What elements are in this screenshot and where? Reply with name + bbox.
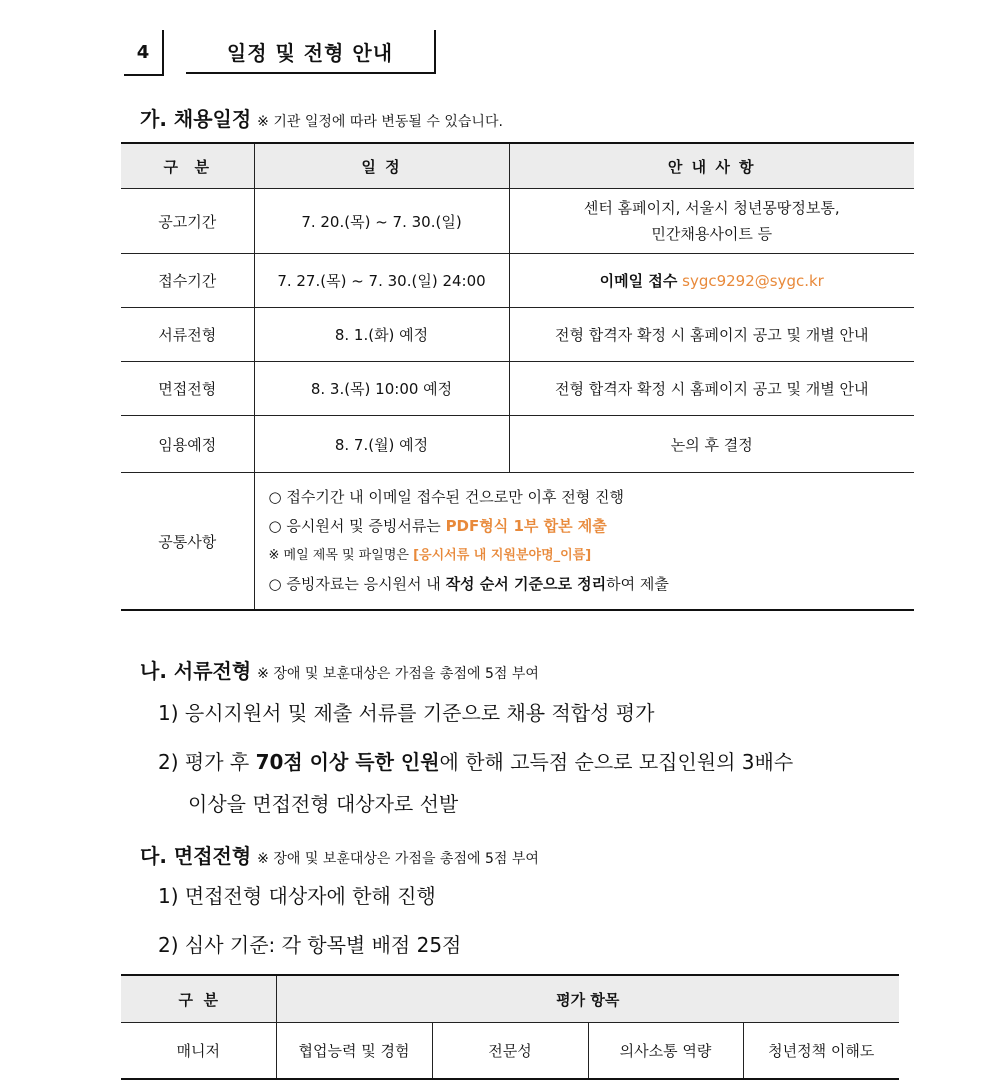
common-line-3-highlight: [응시서류 내 지원분야명_이름] — [413, 548, 592, 563]
document-screening-item-2 — [158, 746, 793, 775]
row-label: 접수기간 — [121, 254, 254, 308]
interview-item-2: 2) 심사 기준: 각 항목별 배점 25점 — [158, 933, 462, 957]
row-info: 전형 합격자 확정 시 홈페이지 공고 및 개별 안내 — [509, 308, 914, 362]
row-label: 면접전형 — [121, 362, 254, 416]
common-line-2-highlight: PDF형식 1부 합본 제출 — [445, 517, 607, 535]
schedule-heading: 가. 채용일정 — [140, 107, 252, 131]
table-row — [121, 362, 914, 416]
row-info: 논의 후 결정 — [509, 416, 914, 473]
common-line-1: ○ 접수기간 내 이메일 접수된 건으로만 이후 전형 진행 — [268, 488, 625, 506]
interview-heading: 다. 면접전형 — [140, 844, 252, 868]
schedule-table — [121, 142, 914, 611]
section-header — [124, 30, 436, 76]
document-screening-heading-line — [140, 655, 539, 684]
table-row — [121, 254, 914, 308]
row-label: 임용예정 — [121, 416, 254, 473]
interview-item-1: 1) 면접전형 대상자에 한해 진행 — [158, 884, 436, 908]
common-line-4-bold: 작성 순서 기준으로 정리 — [445, 575, 607, 593]
row-info — [509, 254, 914, 308]
header-info: 안 내 사 항 — [509, 143, 914, 189]
document-screening-heading: 나. 서류전형 — [140, 659, 252, 683]
table-row — [121, 1023, 899, 1080]
header-category: 구 분 — [121, 143, 254, 189]
common-line-4-tail: 하여 제출 — [606, 575, 669, 593]
eval-item: 협업능력 및 경험 — [276, 1023, 432, 1080]
row-info-line2: 민간채용사이트 등 — [651, 225, 773, 243]
document-screening-note: ※ 장애 및 보훈대상은 가점을 총점에 5점 부여 — [257, 666, 539, 682]
row-date: 7. 20.(목) ~ 7. 30.(일) — [254, 189, 509, 254]
interview-note: ※ 장애 및 보훈대상은 가점을 총점에 5점 부여 — [257, 851, 539, 867]
row-label: 서류전형 — [121, 308, 254, 362]
eval-item: 의사소통 역량 — [588, 1023, 743, 1080]
row-info — [509, 189, 914, 254]
eval-item: 청년정책 이해도 — [743, 1023, 899, 1080]
item-2-tail: 에 한해 고득점 순으로 모집인원의 3배수 — [439, 750, 794, 774]
common-notes — [254, 473, 914, 611]
item-2-text: 2) 평가 후 — [158, 750, 256, 774]
interview-heading-line — [140, 840, 539, 869]
common-line-3-text: ※ 메일 제목 및 파일명은 — [268, 548, 414, 563]
row-info: 전형 합격자 확정 시 홈페이지 공고 및 개별 안내 — [509, 362, 914, 416]
table-row — [121, 189, 914, 254]
row-info-line1: 센터 홈페이지, 서울시 청년몽땅정보통, — [583, 199, 840, 217]
common-line-3 — [269, 541, 915, 570]
eval-header-items: 평가 항목 — [276, 975, 899, 1023]
item-2-bold: 70점 이상 득한 인원 — [255, 750, 440, 774]
email-label: 이메일 접수 — [599, 272, 678, 290]
evaluation-table — [121, 974, 899, 1080]
row-date: 8. 3.(목) 10:00 예정 — [254, 362, 509, 416]
row-label: 공고기간 — [121, 189, 254, 254]
eval-header-category: 구 분 — [121, 975, 276, 1023]
schedule-heading-line — [140, 103, 503, 132]
row-date: 7. 27.(목) ~ 7. 30.(일) 24:00 — [254, 254, 509, 308]
eval-row-label: 매니저 — [121, 1023, 276, 1080]
row-date: 8. 7.(월) 예정 — [254, 416, 509, 473]
common-line-2 — [269, 512, 915, 541]
row-date: 8. 1.(화) 예정 — [254, 308, 509, 362]
table-row — [121, 416, 914, 473]
evaluation-header-row — [121, 975, 899, 1023]
common-line-4-text: ○ 증빙자료는 응시원서 내 — [268, 575, 446, 593]
schedule-header-row — [121, 143, 914, 189]
header-date: 일 정 — [254, 143, 509, 189]
email-link[interactable]: sygc9292@sygc.kr — [682, 272, 824, 290]
row-label: 공통사항 — [121, 473, 254, 611]
document-screening-item-1: 1) 응시지원서 및 제출 서류를 기준으로 채용 적합성 평가 — [158, 701, 655, 725]
schedule-note: ※ 기관 일정에 따라 변동될 수 있습니다. — [257, 114, 503, 130]
eval-item: 전문성 — [432, 1023, 588, 1080]
table-row — [121, 473, 914, 611]
document-screening-item-2-cont: 이상을 면접전형 대상자로 선발 — [188, 792, 459, 816]
section-number: 4 — [124, 30, 164, 76]
section-title: 일정 및 전형 안내 — [186, 30, 436, 74]
common-line-4 — [269, 570, 915, 599]
table-row — [121, 308, 914, 362]
common-line-2-text: ○ 응시원서 및 증빙서류는 — [268, 517, 446, 535]
